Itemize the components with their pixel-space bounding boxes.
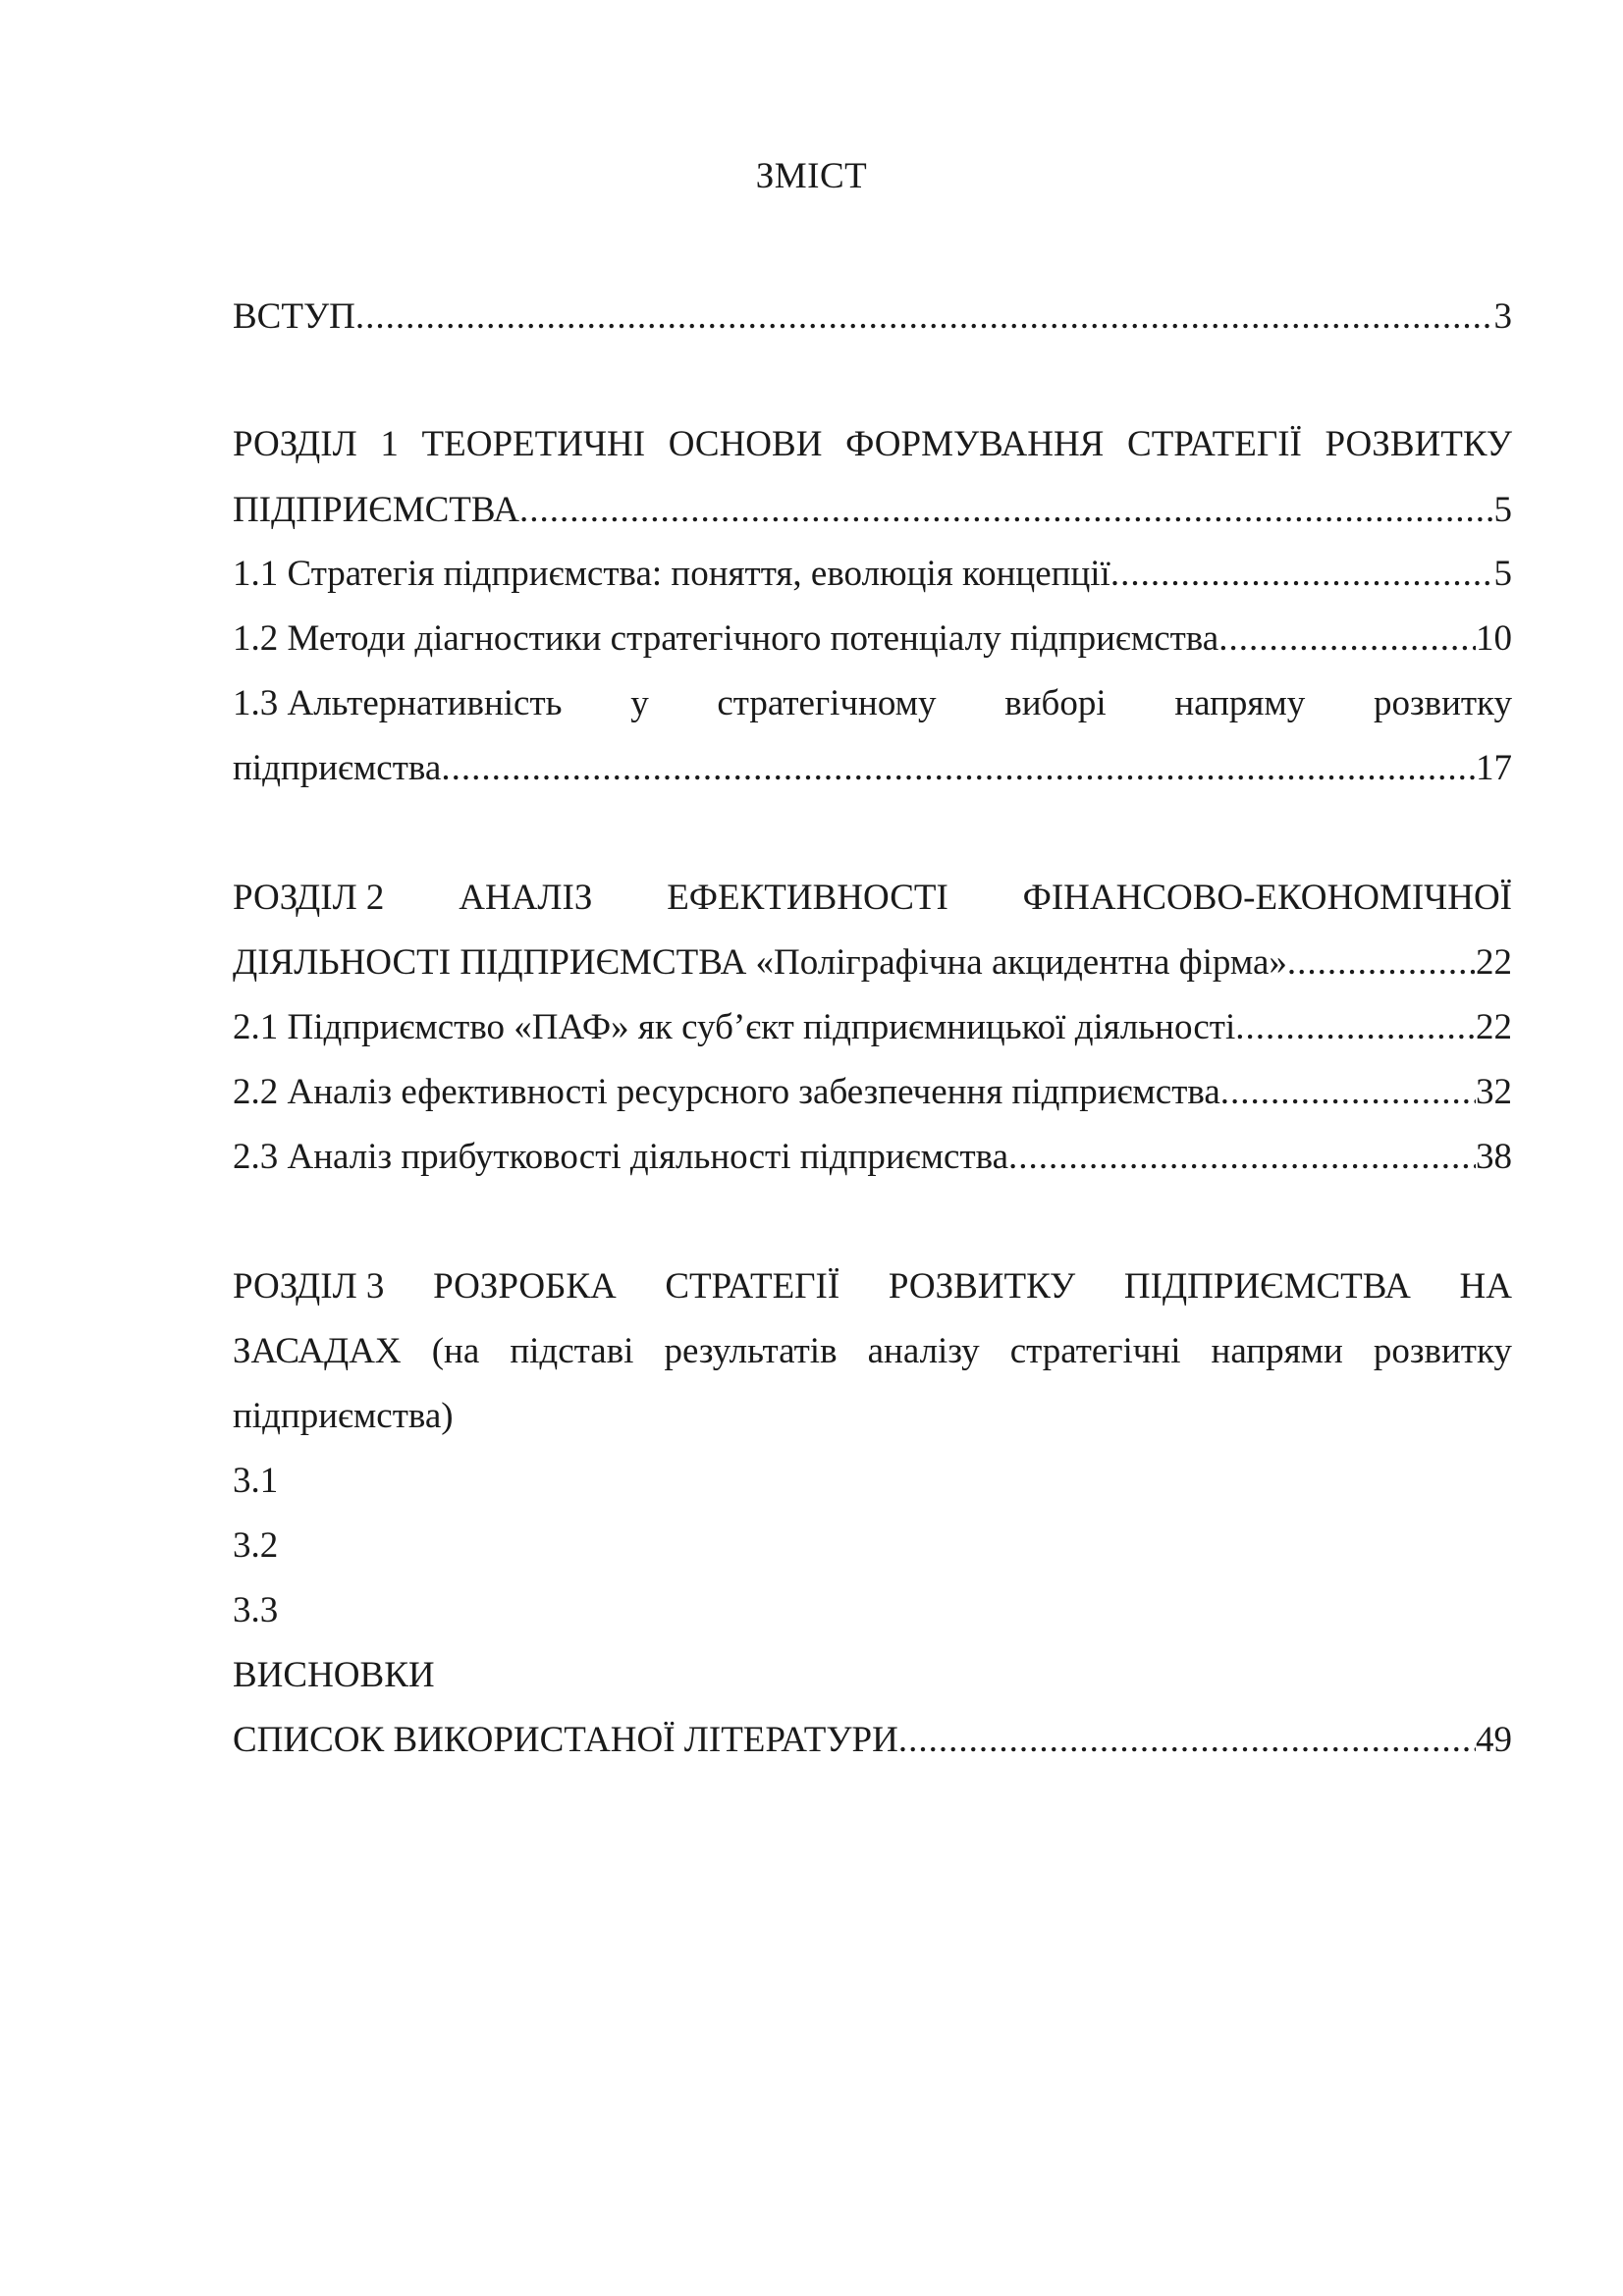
- toc-entry-1-1[interactable]: [233, 550, 1512, 599]
- toc-entry-1-3-line1[interactable]: [233, 679, 1512, 728]
- heading-word: ЕФЕКТИВНОСТІ: [667, 878, 948, 918]
- entry-word: 1.3 Альтернативність: [233, 683, 563, 723]
- entry-word: розвитку: [1373, 683, 1512, 723]
- toc-entry-text: СПИСОК ВИКОРИСТАНОЇ ЛІТЕРАТУРИ: [233, 1720, 898, 1760]
- dot-leader: [1110, 550, 1494, 599]
- dot-leader: [1218, 614, 1476, 664]
- dot-leader: [355, 293, 1494, 342]
- dot-leader: [1287, 938, 1476, 988]
- heading-word: РОЗДІЛ 2: [233, 878, 385, 918]
- entry-word: у: [630, 683, 649, 723]
- dot-leader: [1008, 1133, 1476, 1182]
- toc-entry-text: 2.3 Аналіз прибутковості діяльності підприємства: [233, 1137, 1009, 1177]
- toc-page-number: 32: [1476, 1072, 1512, 1112]
- section2-heading-line1[interactable]: [233, 874, 1512, 923]
- toc-entry-3-3[interactable]: 3.3: [233, 1590, 279, 1630]
- toc-entry-text: 1.2 Методи діагностики стратегічного потенціалу підприємства: [233, 618, 1219, 659]
- toc-page-number: 17: [1476, 748, 1512, 788]
- section3-heading-line2[interactable]: [233, 1327, 1512, 1376]
- dot-leader: [441, 744, 1476, 793]
- toc-page-number: 10: [1476, 618, 1512, 659]
- toc-entry-text: 1.1 Стратегія підприємства: поняття, еволюція концепції: [233, 554, 1110, 594]
- toc-entry-1-3-line2[interactable]: [233, 744, 1512, 793]
- toc-entry-text: ПІДПРИЄМСТВА: [233, 490, 519, 530]
- heading-word: СТРАТЕГІЇ: [1127, 424, 1302, 464]
- heading-word: ФІНАНСОВО-ЕКОНОМІЧНОЇ: [1022, 878, 1512, 918]
- section3-heading-line1[interactable]: [233, 1262, 1512, 1311]
- heading-word: напрями: [1211, 1331, 1343, 1371]
- toc-entry-text: підприємства: [233, 748, 442, 788]
- heading-word: РОЗДІЛ: [233, 424, 357, 464]
- toc-entry-conclusions[interactable]: ВИСНОВКИ: [233, 1655, 435, 1695]
- toc-page-number: 3: [1493, 296, 1512, 337]
- heading-word: стратегічні: [1009, 1331, 1181, 1371]
- dot-leader: [1235, 1003, 1476, 1052]
- heading-word: НА: [1459, 1266, 1512, 1307]
- entry-word: напряму: [1174, 683, 1306, 723]
- heading-word: РОЗДІЛ 3: [233, 1266, 385, 1307]
- toc-entry-3-1[interactable]: 3.1: [233, 1461, 279, 1501]
- heading-word: РОЗВИТКУ: [1325, 424, 1512, 464]
- heading-word: ПІДПРИЄМСТВА: [1123, 1266, 1411, 1307]
- heading-word: РОЗРОБКА: [433, 1266, 617, 1307]
- entry-word: стратегічному: [717, 683, 937, 723]
- section1-heading-line2[interactable]: [233, 486, 1512, 535]
- toc-entry-references[interactable]: [233, 1716, 1512, 1765]
- toc-page-number: 5: [1493, 490, 1512, 530]
- heading-word: ТЕОРЕТИЧНІ: [421, 424, 646, 464]
- toc-page-number: 38: [1476, 1137, 1512, 1177]
- toc-page-number: 5: [1493, 554, 1512, 594]
- section1-heading-line1[interactable]: [233, 420, 1512, 469]
- page-title: ЗМІСТ: [755, 156, 868, 196]
- heading-word: СТРАТЕГІЇ: [665, 1266, 840, 1307]
- dot-leader: [898, 1716, 1476, 1765]
- section2-heading-line2[interactable]: [233, 938, 1512, 988]
- toc-entry-text: ВСТУП: [233, 296, 355, 337]
- toc-entry-intro[interactable]: [233, 293, 1512, 342]
- heading-word: підставі: [510, 1331, 634, 1371]
- heading-word: ЗАСАДАХ: [233, 1331, 402, 1371]
- toc-entry-3-2[interactable]: 3.2: [233, 1525, 279, 1566]
- heading-word: ОСНОВИ: [668, 424, 823, 464]
- heading-word: ФОРМУВАННЯ: [845, 424, 1105, 464]
- heading-word: (на: [431, 1331, 480, 1371]
- toc-entry-text: 2.1 Підприємство «ПАФ» як суб’єкт підприємницької діяльності: [233, 1007, 1236, 1047]
- toc-entry-2-2[interactable]: [233, 1068, 1512, 1117]
- toc-entry-text: 2.2 Аналіз ефективності ресурсного забезпечення підприємства: [233, 1072, 1220, 1112]
- dot-leader: [1220, 1068, 1476, 1117]
- section3-heading-line3[interactable]: підприємства): [233, 1396, 454, 1436]
- toc-page-number: 49: [1476, 1720, 1512, 1760]
- toc-entry-text: ДІЯЛЬНОСТІ ПІДПРИЄМСТВА «Поліграфічна акцидентна фірма»: [233, 942, 1287, 983]
- toc-entry-1-2[interactable]: [233, 614, 1512, 664]
- toc-page-number: 22: [1476, 1007, 1512, 1047]
- heading-word: 1: [380, 424, 399, 464]
- heading-word: результатів: [664, 1331, 838, 1371]
- toc-entry-2-3[interactable]: [233, 1133, 1512, 1182]
- heading-word: РОЗВИТКУ: [888, 1266, 1076, 1307]
- heading-word: аналізу: [867, 1331, 980, 1371]
- heading-word: АНАЛІЗ: [459, 878, 593, 918]
- toc-page-number: 22: [1476, 942, 1512, 983]
- heading-word: розвитку: [1373, 1331, 1512, 1371]
- dot-leader: [519, 486, 1494, 535]
- entry-word: виборі: [1004, 683, 1107, 723]
- toc-entry-2-1[interactable]: [233, 1003, 1512, 1052]
